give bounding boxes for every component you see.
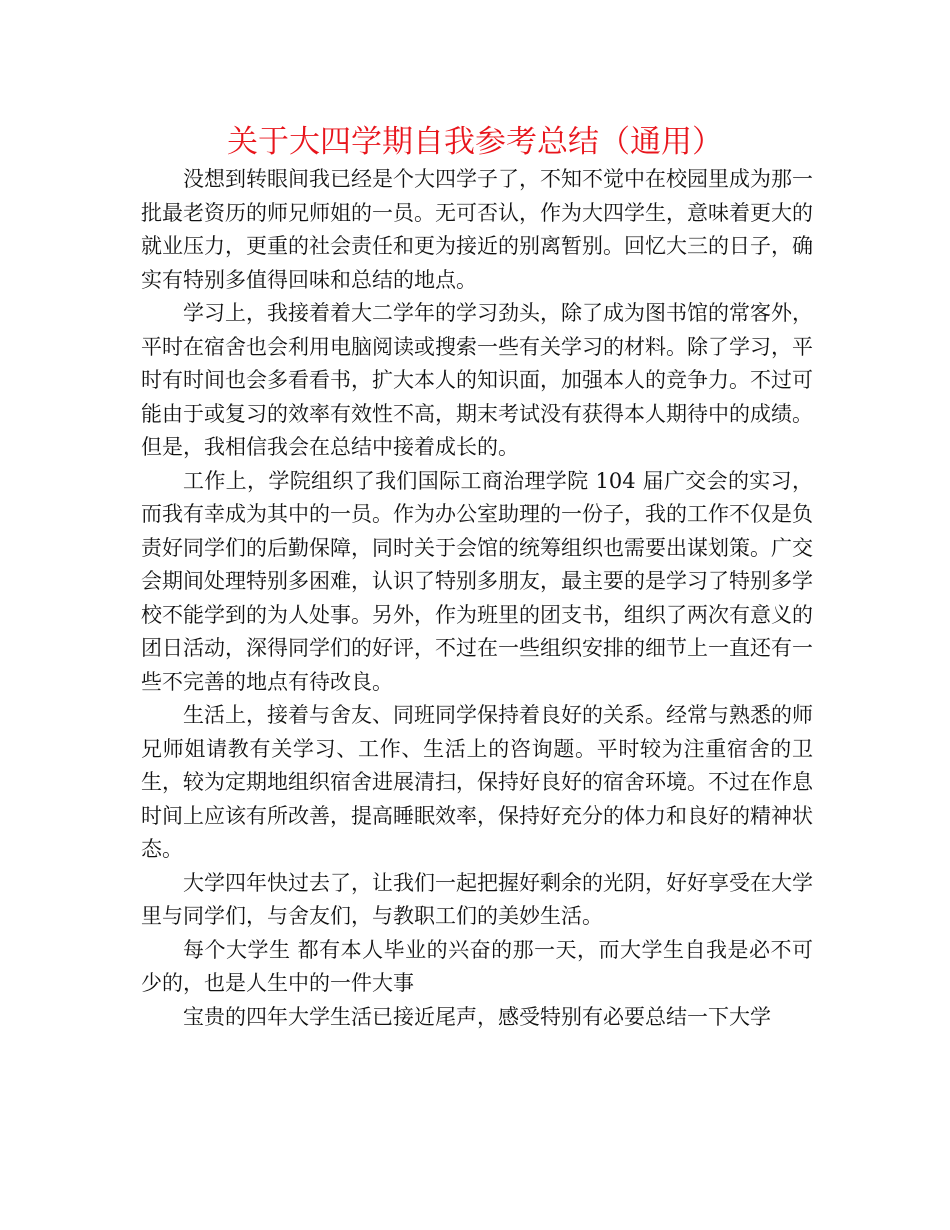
document-body xyxy=(141,163,813,1034)
paragraph-intro: 没想到转眼间我已经是个大四学子了，不知不觉中在校园里成为那一批最老资历的师兄师姐的一员。无可否认，作为大四学生，意味着更大的就业压力，更重的社会责任和更为接近的别离暂别。回忆大三的日子，确实有特别多值得回味和总结的地点。 xyxy=(141,167,813,292)
paragraph-graduation: 每个大学生 都有本人毕业的兴奋的那一天，而大学生自我是必不可少的，也是人生中的一件大事 xyxy=(141,937,813,995)
paragraph-summary-start: 宝贵的四年大学生活已接近尾声，感受特别有必要总结一下大学 xyxy=(183,1004,771,1029)
paragraph-closing: 大学四年快过去了，让我们一起把握好剩余的光阴，好好享受在大学里与同学们，与舍友们，与教职工们的美妙生活。 xyxy=(141,870,813,928)
paragraph-work: 工作上，学院组织了我们国际工商治理学院 104 届广交会的实习，而我有幸成为其中的一员。作为办公室助理的一份子，我的工作不仅是负责好同学们的后勤保障，同时关于会馆的统筹组织也需要出谋划策。广交会期间处理特别多困难，认识了特别多朋友，最主要的是学习了特别多学校不能学到的为人处事。另外，作为班里的团支书，组织了两次有意义的团日活动，深得同学们的好评，不过在一些组织安排的细节上一直还有一些不完善的地点有待改良。 xyxy=(141,468,813,694)
document-title: 关于大四学期自我参考总结（通用） xyxy=(227,124,723,160)
paragraph-life: 生活上，接着与舍友、同班同学保持着良好的关系。经常与熟悉的师兄师姐请教有关学习、工作、生活上的咨询题。平时较为注重宿舍的卫生，较为定期地组织宿舍进展清扫，保持好良好的宿舍环境。不过在作息时间上应该有所改善，提高睡眠效率，保持好充分的体力和良好的精神状态。 xyxy=(141,703,813,861)
paragraph-study: 学习上，我接着着大二学年的学习劲头，除了成为图书馆的常客外，平时在宿舍也会利用电脑阅读或搜索一些有关学习的材料。除了学习，平时有时间也会多看看书，扩大本人的知识面，加强本人的竞争力。不过可能由于或复习的效率有效性不高，期末考试没有获得本人期待中的成绩。但是，我相信我会在总结中接着成长的。 xyxy=(141,301,813,459)
